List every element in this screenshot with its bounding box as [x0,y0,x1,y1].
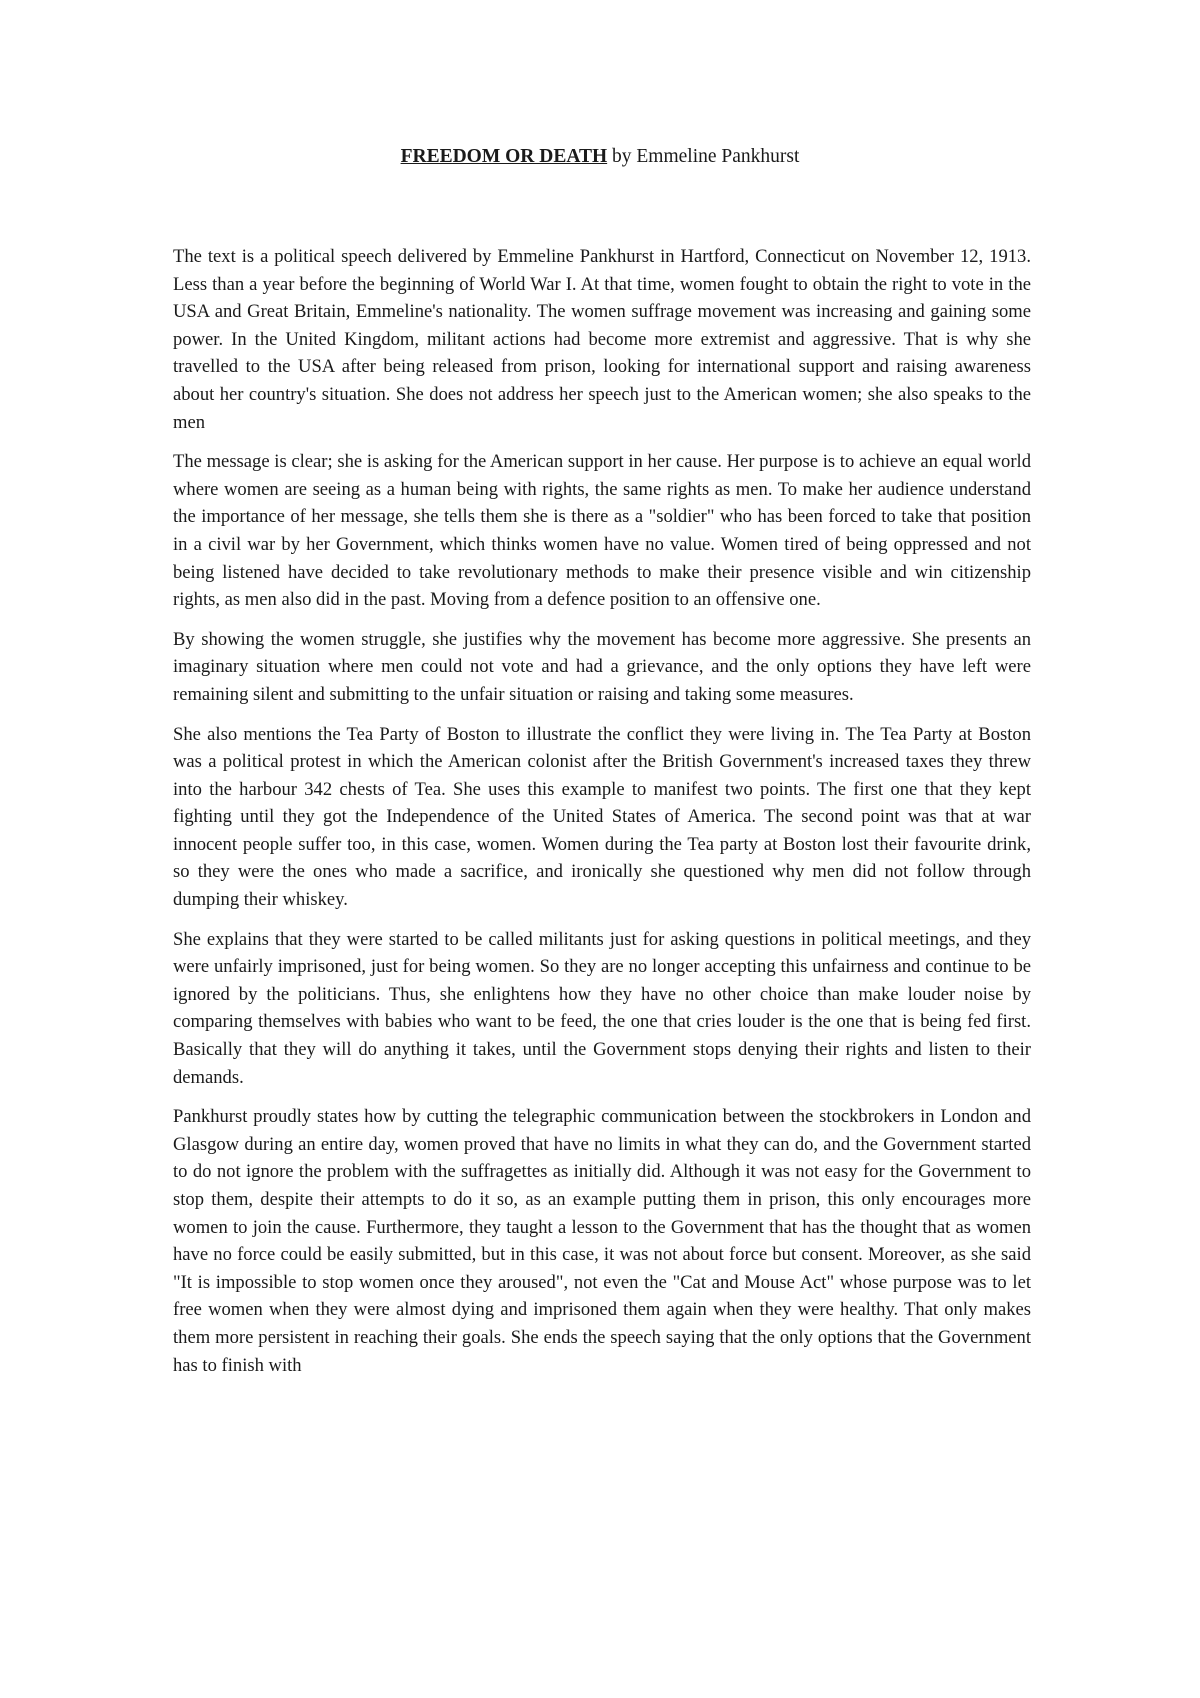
paragraph: She explains that they were started to be called militants just for asking questions in political meetings, and they were unfairly imprisoned, just for being women. So they are no longer accepting this unfairness and continue to be ignored by the politicians. Thus, she enlightens how they have no other choice than make louder noise by comparing themselves with babies who want to be feed, the one that cries louder is the one that is being fed first. Basically that they will do anything it takes, until the Government stops denying their rights and listen to their demands. [173,928,1031,1088]
paragraph: The text is a political speech delivered by Emmeline Pankhurst in Hartford, Connecticut on November 12, 1913. Less than a year before the beginning of World War I. At that time, women fought to obtain the right to vote in the USA and Great Britain, Emmeline's nationality. The women suffrage movement was increasing and gaining some power. In the United Kingdom, militant actions had become more extremist and aggressive. That is why she travelled to the USA after being released from prison, looking for international support and raising awareness about her country's situation. She does not address her speech just to the American women; she also speaks to the men [173,246,1031,433]
title-author: by Emmeline Pankhurst [612,146,800,167]
paragraph: Pankhurst proudly states how by cutting the telegraphic communication between the stockbrokers in London and Glasgow during an entire day, women proved that have no limits in what they can do, and the Government started to do not ignore the problem with the suffragettes as initially did. Although it was not easy for the Government to stop them, despite their attempts to do it so, as an example putting them in prison, this only encourages more women to join the cause. Furthermore, they taught a lesson to the Government that has the thought that as women have no force could be easily submitted, but in this case, it was not about force but consent. Moreover, as she said "It is impossible to stop women once they aroused", not even the "Cat and Mouse Act" whose purpose was to let free women when they were almost dying and imprisoned them again when they were healthy. That only makes them more persistent in reaching their goals. She ends the speech saying that the only options that the Government has to finish with [173,1106,1031,1376]
document-body [173,243,1031,1391]
title-main: FREEDOM OR DEATH [400,146,608,167]
paragraph: She also mentions the Tea Party of Boston to illustrate the conflict they were living in. The Tea Party at Boston was a political protest in which the American colonist after the British Government's increased taxes they threw into the harbour 342 chests of Tea. She uses this example to manifest two points. The first one that they kept fighting until they got the Independence of the United States of America. The second point was that at war innocent people suffer too, in this case, women. Women during the Tea party at Boston lost their favourite drink, so they were the ones who made a sacrifice, and ironically she questioned why men did not follow through dumping their whiskey. [173,723,1031,911]
paragraph: By showing the women struggle, she justifies why the movement has become more aggressive. She presents an imaginary situation where men could not vote and had a grievance, and the only options they have left were remaining silent and submitting to the unfair situation or raising and taking some measures. [173,628,1031,705]
document-title [0,145,1200,169]
paragraph: The message is clear; she is asking for the American support in her cause. Her purpose is to achieve an equal world where women are seeing as a human being with rights, the same rights as men. To make her audience understand the importance of her message, she tells them she is there as a "soldier" who has been forced to take that position in a civil war by her Government, which thinks women have no value. Women tired of being oppressed and not being listened have decided to take revolutionary methods to make their presence visible and win citizenship rights, as men also did in the past. Moving from a defence position to an offensive one. [173,451,1031,611]
